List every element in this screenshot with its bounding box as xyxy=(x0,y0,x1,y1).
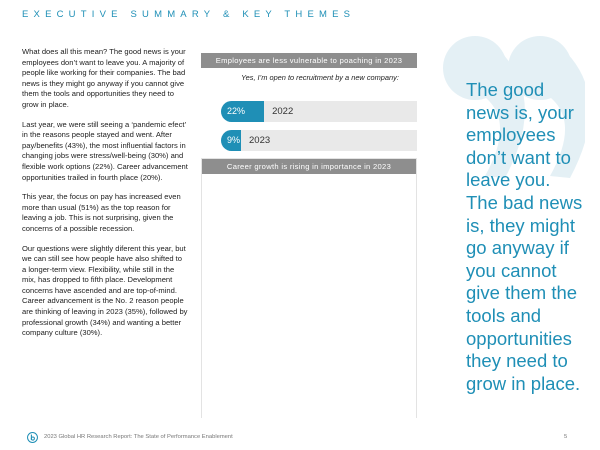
paragraph-1: What does all this mean? The good news is your employees don’t want to leave you. A majority of people like working for their companies. The bad news is they might go anyway if you cannot give them the tools and opportunities they need to grow in place. xyxy=(22,47,186,109)
poaching-chart xyxy=(201,53,417,153)
bar-track-2023 xyxy=(221,130,417,151)
paragraph-2: Last year, we were still seeing a ‘pandemic efect’ in the reasons people stayed and went. After pay/benefits (43%), the most influential factors in changing jobs were stress/well-being (30%) and flexible work options (22%). Career advancement opportunities trailed in fourth place (20%). xyxy=(22,119,188,182)
career-growth-chart-body xyxy=(202,174,416,418)
career-growth-chart-title: Career growth is rising in importance in 2023 xyxy=(202,159,416,174)
bar-year-2023: 2023 xyxy=(249,135,271,146)
bar-label-2022: 22% xyxy=(227,106,246,116)
career-growth-chart xyxy=(201,158,417,418)
pull-quote: The good news is, your employees don’t want to leave you. The bad news is, they might go anyway if you cannot give them the tools and opportunities they need to grow in place. xyxy=(466,79,583,394)
footer-text: 2023 Global HR Research Report: The State of Performance Enablement xyxy=(44,434,233,440)
paragraph-3: This year, the focus on pay has increased even more than usual (51%) as the top reason for leaving a job. This is not surprising, given the concerns of a possible recession. xyxy=(22,192,181,233)
poaching-chart-title: Employees are less vulnerable to poaching in 2023 xyxy=(201,53,417,68)
poaching-chart-body xyxy=(201,68,417,153)
bar-fill-2022 xyxy=(221,101,264,122)
paragraph-4: Our questions were slightly diferent this year, but we can still see how people have also shifted to a longer-term view. Flexibility, while still in the mix, has dropped to fifth place. Development concerns have ascended and are top-of-mind. Career advancement is the No. 2 reason people are thinking of leaving in 2023 (35%), followed by professional growth (34%) and wanting a better company culture (30%). xyxy=(22,243,188,338)
brand-logo-icon xyxy=(27,432,38,443)
recruitment-question: Yes, I’m open to recruitment by a new company: xyxy=(241,73,399,82)
body-text xyxy=(22,47,188,348)
bar-year-2022: 2022 xyxy=(272,106,294,117)
bar-track-2022 xyxy=(221,101,417,122)
bar-fill-2023 xyxy=(221,130,241,151)
section-title: EXECUTIVE SUMMARY & KEY THEMES xyxy=(22,9,356,20)
bar-label-2023: 9% xyxy=(227,135,241,145)
page-number: 5 xyxy=(564,434,568,440)
